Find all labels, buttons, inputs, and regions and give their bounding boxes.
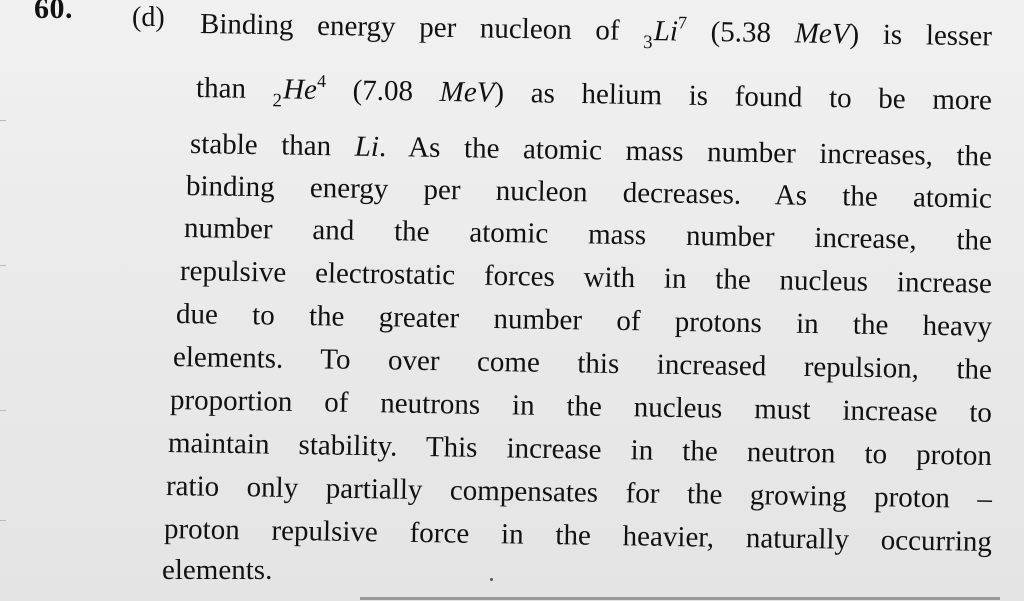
text-line-1: [200, 6, 993, 58]
line-2-unit: MeV: [439, 75, 495, 109]
answer-option: (d): [132, 2, 165, 33]
text-line-7: due to the greater number of protons in the heavy: [175, 298, 993, 343]
line-1-unit: MeV: [794, 17, 850, 51]
text-line-10: maintain stability. This increase in the neutron to proton: [167, 427, 993, 472]
lithium-atomic-number: 3: [642, 31, 653, 54]
line-3-text-b: . As the atomic mass number increases, the: [378, 130, 993, 173]
helium-symbol: He: [282, 73, 318, 106]
text-line-9: proportion of neutrons in the nucleus must increase to: [169, 384, 993, 429]
lithium-mass-number: 7: [677, 12, 688, 33]
text-line-8: elements. To over come this increased repulsion, the: [172, 341, 993, 386]
line-2-text-b: (7.08: [325, 74, 440, 108]
text-line-13: elements.: [162, 554, 273, 586]
line-1-text-b: (5.38: [686, 15, 796, 50]
bottom-rule: [360, 597, 1000, 600]
lithium-symbol: Li: [653, 15, 679, 48]
question-number: 60.: [34, 0, 73, 25]
text-line-3: [190, 126, 992, 175]
line-2-text-c: ) as helium is found to be more: [494, 76, 993, 117]
line-2-text-a: than: [195, 72, 273, 106]
line-1-text-a: Binding energy per nucleon of: [199, 8, 644, 47]
helium-atomic-number: 2: [272, 90, 283, 112]
margin-mark: [0, 520, 6, 521]
helium-mass-number: 4: [316, 70, 327, 92]
text-line-2: [196, 70, 993, 122]
text-line-11: ratio only partially compensates for the growing proton –: [165, 470, 993, 515]
text-line-12: proton repulsive force in the heavier, naturally occurring: [163, 513, 993, 559]
text-line-5: number and the atomic mass number increase, the: [183, 212, 993, 257]
text-line-4: binding energy per nucleon decreases. As the atomic: [185, 170, 993, 215]
line-1-text-c: ) is lesser: [849, 18, 993, 53]
line-3-text-a: stable than: [189, 128, 356, 163]
text-line-6: repulsive electrostatic forces with in the nucleus increase: [179, 255, 993, 300]
lithium-symbol-2: Li: [354, 130, 380, 163]
margin-mark: [0, 265, 6, 266]
margin-mark: [0, 120, 6, 121]
margin-mark: [0, 410, 6, 411]
print-speck: [490, 578, 493, 581]
